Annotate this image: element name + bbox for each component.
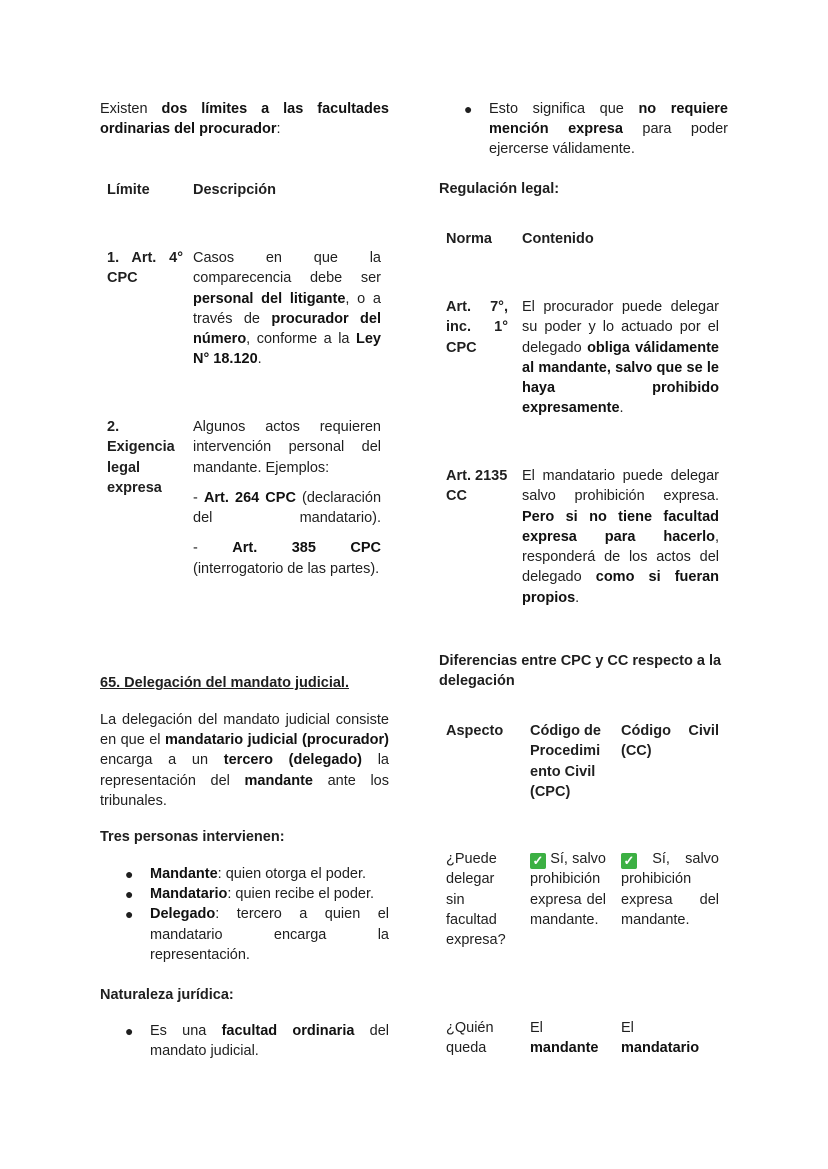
bold-text: Art. 385 CPC bbox=[232, 540, 381, 557]
bold-text: no requiere mención expresa bbox=[489, 101, 728, 138]
description-cell bbox=[193, 417, 381, 579]
intro-paragraph bbox=[100, 99, 389, 139]
nature-list bbox=[100, 1021, 389, 1061]
text: encarga a un bbox=[100, 752, 224, 769]
table-header-contenido: Contenido bbox=[522, 231, 594, 247]
norma-cell: Art. 2135 CC bbox=[446, 468, 508, 505]
dash: - bbox=[193, 540, 233, 557]
text: Casos en que la comparecencia debe ser bbox=[193, 250, 381, 287]
bold-text: como si fueran propios bbox=[522, 569, 720, 606]
text: (declaración del mandatario). bbox=[193, 489, 382, 527]
limit-cell: 2. Exigencia legal expresa bbox=[107, 419, 175, 496]
aspecto-cell: ¿Quién queda bbox=[446, 1020, 494, 1057]
table-header-cpc: Código de Procedimiento Civil (CPC) bbox=[530, 723, 601, 800]
regulation-heading: Regulación legal: bbox=[439, 181, 560, 197]
text: la representación del bbox=[100, 752, 389, 789]
meaning-list bbox=[439, 99, 728, 160]
text: Es una bbox=[150, 1023, 222, 1039]
definition-paragraph bbox=[100, 710, 389, 811]
bold-text: mandante bbox=[530, 1040, 599, 1057]
text: del mandato judicial. bbox=[150, 1023, 389, 1060]
bold-text: mandatario judicial (procurador) bbox=[164, 732, 389, 749]
text: El bbox=[530, 1020, 543, 1036]
section-title: 65. Delegación del mandato judicial. bbox=[100, 675, 349, 691]
description-cell bbox=[193, 248, 381, 370]
list-item bbox=[100, 884, 389, 904]
text: , o a través de bbox=[193, 290, 381, 327]
text: : quien recibe el poder. bbox=[227, 886, 375, 903]
limit-cell: 1. Art. 4° CPC bbox=[107, 250, 183, 287]
bold-text: mandante bbox=[244, 772, 313, 789]
cc-cell bbox=[621, 849, 719, 930]
bold-text: personal del litigante bbox=[193, 290, 346, 307]
text: Algunos actos requieren intervención personal del mandante. Ejemplos: bbox=[193, 419, 381, 476]
dash: - bbox=[193, 489, 204, 506]
norma-cell: Art. 7°, inc. 1° CPC bbox=[446, 299, 508, 356]
bold-text: Pero si no tiene facultad expresa para hacerlo bbox=[522, 508, 719, 545]
bold-text: obliga válidamente al mandante, salvo que se le haya prohibido expresamente bbox=[522, 339, 719, 417]
bullet-icon: ● bbox=[125, 1023, 134, 1039]
text: Sí, salvo prohibición expresa del mandante. bbox=[621, 851, 719, 928]
text: : tercero a quien el mandatario encarga la representación. bbox=[150, 906, 389, 963]
text: El procurador puede delegar su poder y lo actuado por el delegado bbox=[522, 299, 719, 356]
text: para poder ejercerse válidamente. bbox=[489, 121, 728, 158]
bold-text: facultad ordinaria bbox=[221, 1023, 355, 1039]
bold-text: Art. 264 CPC bbox=[203, 489, 296, 506]
text: El mandatario puede delegar salvo prohibición expresa. bbox=[522, 468, 719, 505]
text: Sí, salvo prohibición expresa del mandante. bbox=[530, 851, 606, 928]
table-header-limite: Límite bbox=[107, 182, 150, 198]
table-header-cc: Código Civil (CC) bbox=[621, 723, 719, 760]
text: (interrogatorio de las partes). bbox=[193, 560, 380, 577]
bold-text: Mandante bbox=[150, 866, 218, 882]
example-item bbox=[193, 538, 381, 579]
text: ante los tribunales. bbox=[100, 772, 389, 809]
list-item bbox=[439, 99, 728, 160]
text: Existen bbox=[100, 101, 162, 117]
check-icon: ✓ bbox=[530, 853, 546, 869]
bold-text: procurador del número bbox=[193, 310, 381, 348]
bullet-icon: ● bbox=[125, 866, 134, 882]
text: , conforme a la bbox=[246, 331, 356, 348]
list-item bbox=[100, 904, 389, 965]
cpc-cell bbox=[530, 849, 606, 930]
nature-heading: Naturaleza jurídica: bbox=[100, 987, 234, 1003]
bullet-icon: ● bbox=[125, 906, 134, 923]
persons-heading: Tres personas intervienen: bbox=[100, 829, 285, 845]
text: . bbox=[257, 351, 262, 368]
text: : bbox=[276, 121, 281, 138]
text: El bbox=[621, 1020, 634, 1036]
check-icon: ✓ bbox=[621, 853, 637, 869]
cc-cell bbox=[621, 1018, 719, 1059]
bold-text: tercero (delegado) bbox=[223, 752, 362, 769]
bold-text: mandatario bbox=[621, 1040, 700, 1057]
aspecto-cell: ¿Puede delegar sin facultad expresa? bbox=[446, 851, 506, 949]
bold-text: dos límites a las facultades ordinarias del procurador bbox=[100, 101, 389, 138]
text: , responderá de los actos del delegado bbox=[522, 528, 719, 586]
bold-text: Delegado bbox=[150, 906, 216, 923]
text: : quien otorga el poder. bbox=[217, 866, 367, 882]
table-header-norma: Norma bbox=[446, 231, 492, 247]
cpc-cell bbox=[530, 1018, 606, 1059]
bold-text: Mandatario bbox=[150, 886, 228, 903]
bold-text: Ley N° 18.120 bbox=[193, 331, 381, 368]
list-item bbox=[100, 1021, 389, 1061]
table-header-descripcion: Descripción bbox=[193, 182, 276, 198]
text: La delegación del mandato judicial consiste en que el bbox=[100, 712, 389, 749]
text: . bbox=[619, 400, 624, 417]
contenido-cell bbox=[522, 466, 719, 608]
bullet-icon: ● bbox=[125, 886, 134, 903]
example-item bbox=[193, 488, 381, 529]
differences-heading: Diferencias entre CPC y CC respecto a la delegación bbox=[439, 653, 722, 689]
list-item bbox=[100, 864, 389, 884]
bullet-icon: ● bbox=[464, 101, 473, 117]
contenido-cell bbox=[522, 297, 719, 419]
persons-list bbox=[100, 864, 389, 965]
text: . bbox=[575, 589, 580, 606]
table-header-aspecto: Aspecto bbox=[446, 723, 504, 739]
text: Esto significa que bbox=[489, 101, 639, 117]
